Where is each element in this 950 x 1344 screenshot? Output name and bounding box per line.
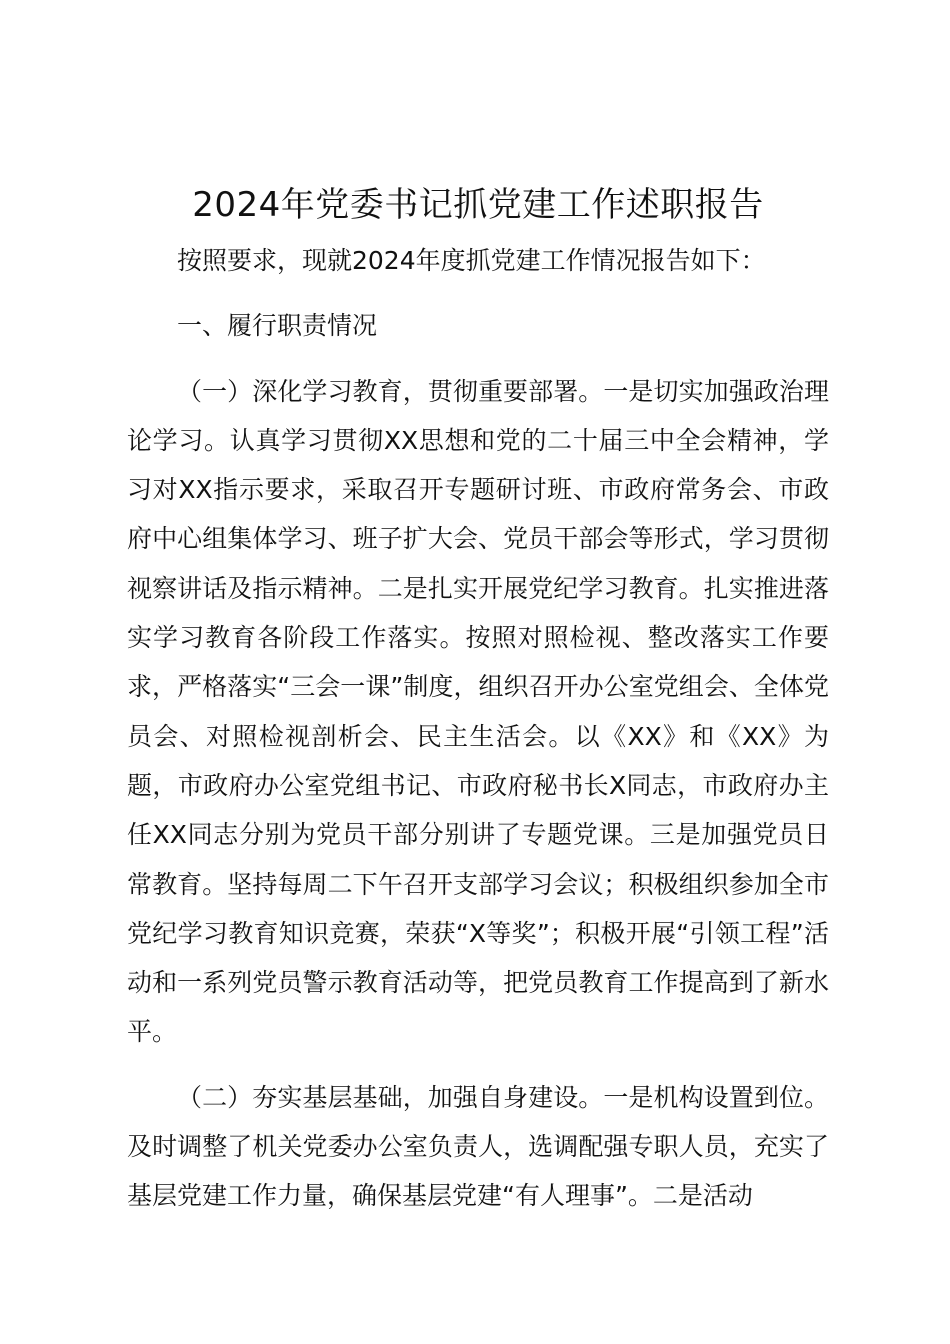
document-title: 2024年党委书记抓党建工作述职报告 — [192, 185, 764, 225]
section-heading: 一、履行职责情况 — [177, 311, 378, 341]
document-body — [127, 180, 829, 1221]
paragraph-2: （二）夯实基层基础，加强自身建设。一是机构设置到位。及时调整了机关党委办公室负责人，选调配强专职人员，充实了基层党建工作力量，确保基层党建“有人理事”。二是活动 — [127, 1082, 829, 1211]
intro-paragraph: 按照要求，现就2024年度抓党建工作情况报告如下： — [177, 246, 766, 275]
paragraph-1: （一）深化学习教育，贯彻重要部署。一是切实加强政治理论学习。认真学习贯彻XX思想和党的二十届三中全会精神，学习对XX指示要求，采取召开专题研讨班、市政府常务会、市政府中心组集体学习、班子扩大会、党员干部会等形式，学习贯彻视察讲话及指示精神。二是扎实开展党纪学习教育。扎实推进落实学习教育各阶段工作落实。按照对照检视、整改落实工作要求，严格落实“三会一课”制度，组织召开办公室党组会、全体党员会、对照检视剖析会、民主生活会。以《XX》和《XX》为题，市政府办公室党组书记、市政府秘书长X同志，市政府办主任XX同志分别为党员干部分别讲了专题党课。三是加强党员日常教育。坚持每周二下午召开支部学习会议；积极组织参加全市党纪学习教育知识竞赛，荣获“X等奖”；积极开展“引领工程”活动和一系列党员警示教育活动等，把党员教育工作提高到了新水平。 — [127, 376, 829, 1047]
